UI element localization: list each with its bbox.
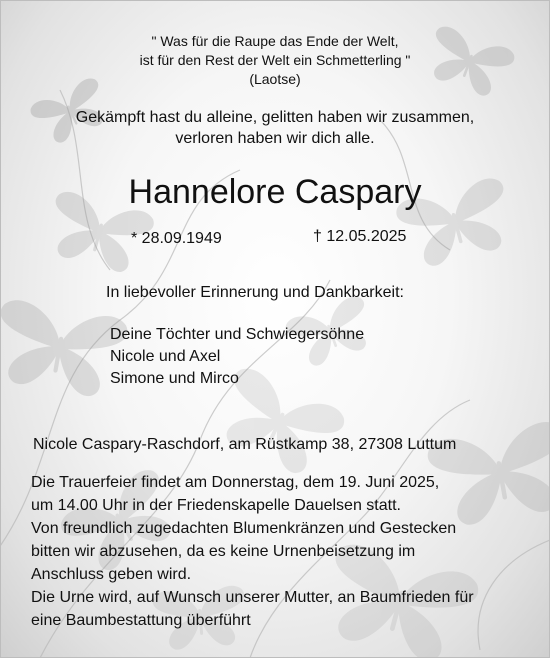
poem-block bbox=[0, 107, 550, 149]
family-list bbox=[110, 324, 364, 390]
death-date: † 12.05.2025 bbox=[313, 228, 407, 245]
notice-line: Anschluss geben wird. bbox=[31, 566, 192, 583]
family-line: Simone und Mirco bbox=[110, 370, 239, 387]
notice-line: bitten wir abzusehen, da es keine Urnenbeisetzung im bbox=[31, 543, 416, 560]
quote-line: ist für den Rest der Welt ein Schmetterling " bbox=[139, 52, 411, 68]
contact-address: Nicole Caspary-Raschdorf, am Rüstkamp 38, 27308 Luttum bbox=[33, 436, 457, 453]
notice-line: eine Baumbestattung überführt bbox=[31, 612, 251, 629]
notice-line: Die Urne wird, auf Wunsch unserer Mutter, an Baumfrieden für bbox=[31, 589, 474, 606]
notice-line: Die Trauerfeier findet am Donnerstag, dem 19. Juni 2025, bbox=[31, 474, 440, 491]
poem-line: Gekämpft hast du alleine, gelitten haben wir zusammen, bbox=[75, 109, 475, 126]
quote-author: (Laotse) bbox=[249, 71, 301, 87]
deceased-name: Hannelore Caspary bbox=[128, 173, 422, 211]
remembrance-intro: In liebevoller Erinnerung und Dankbarkeit: bbox=[106, 284, 404, 301]
poem-line: verloren haben wir dich alle. bbox=[175, 130, 375, 147]
notice-line: Von freundlich zugedachten Blumenkränzen und Gestecken bbox=[31, 520, 457, 537]
funeral-notice bbox=[31, 471, 474, 632]
quote-block bbox=[0, 32, 550, 89]
family-line: Nicole und Axel bbox=[110, 348, 221, 365]
birth-date: * 28.09.1949 bbox=[131, 230, 222, 247]
family-line: Deine Töchter und Schwiegersöhne bbox=[110, 326, 365, 343]
quote-line: " Was für die Raupe das Ende der Welt, bbox=[151, 33, 399, 49]
notice-line: um 14.00 Uhr in der Friedenskapelle Dauelsen statt. bbox=[31, 497, 401, 514]
